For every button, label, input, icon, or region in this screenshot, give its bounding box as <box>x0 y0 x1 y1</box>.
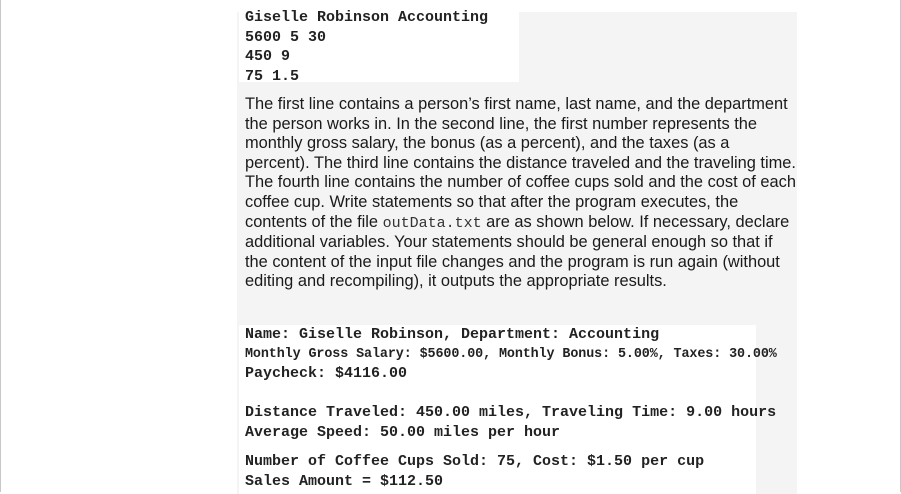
output-name-line: Name: Giselle Robinson, Department: Accounting <box>245 326 660 343</box>
input-line-3: 450 9 <box>245 48 291 65</box>
output-salary-line: Monthly Gross Salary: $5600.00, Monthly Bonus: 5.00%, Taxes: 30.00% <box>245 346 777 362</box>
output-sales-line: Sales Amount = $112.50 <box>245 472 444 490</box>
input-line-1: Giselle Robinson Accounting <box>245 9 489 26</box>
output-distance-line: Distance Traveled: 450.00 miles, Traveling Time: 9.00 hours <box>245 404 777 421</box>
output-blank-line <box>245 384 756 404</box>
output-paycheck-line: Paycheck: $4116.00 <box>245 365 408 382</box>
output-cups-line: Number of Coffee Cups Sold: 75, Cost: $1.50 per cup <box>245 453 705 470</box>
input-line-4: 75 1.5 <box>245 67 300 85</box>
problem-description <box>245 95 797 292</box>
output-spacer <box>245 442 756 452</box>
description-text-start: The first line contains a person’s first name, last name, and the department the person works in. In the second line, the first number represents the monthly gross salary, the bonus (as a percent), and the taxes (as a percent). The third line contains the distance traveled and the traveling time. The fourth line contains the number of coffee cups sold and the cost of each coffee cup. Write statements so that after the program executes, the contents of the file <box>245 95 796 231</box>
input-line-2: 5600 5 30 <box>245 28 327 46</box>
description-text-end: are as shown below. If necessary, declare additional variables. Your statements should be general enough so that if the content of the input file changes and the program is run again (without editing and recompiling), it outputs the appropriate results. <box>245 212 790 291</box>
output-speed-line: Average Speed: 50.00 miles per hour <box>245 423 561 441</box>
output-filename: outData.txt <box>382 214 482 232</box>
output-file-listing <box>239 325 777 494</box>
input-file-listing <box>239 8 519 85</box>
